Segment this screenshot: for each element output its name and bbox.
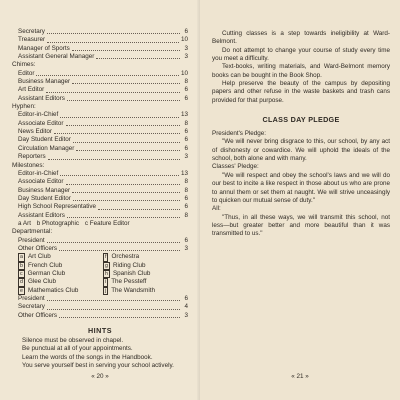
row-points: 8: [184, 178, 188, 186]
hyphen-list: [12, 111, 188, 161]
row-points: 4: [184, 303, 188, 311]
hint-line: You serve yourself best in serving your school actively.: [22, 362, 174, 370]
dot-leader: [47, 42, 179, 43]
club-item: [18, 262, 103, 270]
dot-leader: [47, 242, 180, 243]
row-label: Assistant Editors: [18, 211, 65, 219]
leader-row: [12, 245, 188, 253]
classes-pledge-text: "We will respect and obey the school's laws and we will do our best to incite a like respect in those about us who are prone to annul them or set them at naught. We will strive unceasingly to quicken our mutual sense of duty.": [212, 171, 390, 204]
dot-leader: [36, 75, 179, 76]
dot-leader: [72, 192, 180, 193]
row-points: 6: [184, 28, 188, 35]
hint-line: Silence must be observed in chapel.: [22, 337, 124, 345]
row-points: 8: [184, 119, 188, 127]
leader-row: [12, 28, 188, 36]
departmental-heading: Departmental:: [12, 228, 53, 236]
row-points: 3: [184, 53, 188, 61]
club-key: i: [105, 279, 107, 286]
leader-row: [12, 153, 188, 161]
leader-row: [12, 70, 188, 78]
row-label: Editor-in-Chief: [18, 111, 59, 119]
dot-leader: [54, 133, 180, 134]
officer-list: [12, 28, 188, 61]
clubs-grid: [12, 253, 188, 295]
club-name: Riding Club: [112, 261, 146, 269]
club-name: Spanish Club: [112, 269, 151, 277]
dot-leader: [48, 159, 180, 160]
page-number: « 21 »: [291, 373, 309, 380]
club-item: [18, 270, 103, 278]
leader-row: [12, 145, 188, 153]
rule-paragraph: Do not attempt to change your course of study every time you meet a difficulty.: [212, 46, 390, 63]
row-label: Business Manager: [18, 186, 71, 194]
leader-row: [12, 136, 188, 144]
row-points: 6: [184, 128, 188, 136]
club-item: [18, 253, 103, 261]
row-label: President: [18, 236, 45, 244]
row-label: Manager of Sports: [18, 44, 70, 52]
dot-leader: [73, 142, 180, 143]
club-officer-list: [12, 295, 188, 320]
dot-leader: [60, 175, 179, 176]
row-label: Other Officers: [18, 244, 58, 252]
dot-leader: [59, 250, 180, 251]
dot-leader: [60, 117, 179, 118]
rule-paragraph: Text-books, writing materials, and Ward-Belmont memory books can be bought in the Book Shop.: [212, 63, 390, 79]
row-label: High School Representative: [18, 203, 97, 211]
leader-row: [12, 312, 188, 320]
row-points: 6: [184, 203, 188, 211]
dot-leader: [72, 50, 180, 51]
club-name: Mathematics Club: [27, 286, 79, 294]
leader-row: [12, 295, 188, 303]
leader-row: [12, 303, 188, 311]
club-item: [103, 262, 188, 270]
row-points: 3: [184, 153, 188, 161]
leader-row: [12, 95, 188, 103]
media-option: b Photographic: [36, 219, 80, 227]
row-label: Assistant General Manager: [18, 53, 95, 61]
leader-row: [12, 53, 188, 61]
row-points: 6: [184, 136, 188, 144]
dot-leader: [96, 58, 180, 59]
row-points: 6: [184, 144, 188, 152]
club-key: b: [20, 262, 23, 269]
row-label: Associate Editor: [18, 119, 64, 127]
row-points: 3: [184, 311, 188, 319]
hint-line: Be punctual at all of your appointments.: [22, 345, 133, 353]
row-label: Circulation Manager: [18, 144, 75, 152]
club-name: Art Club: [27, 253, 51, 261]
club-name: German Club: [27, 269, 66, 277]
row-label: Secretary: [18, 303, 45, 311]
row-points: 8: [184, 211, 188, 219]
rule-paragraph: Help preserve the beauty of the campus by depositing papers and other refuse in the waste baskets and trash cans provided for that purpose.: [212, 80, 390, 104]
row-label: Day Student Editor: [18, 194, 71, 202]
row-points: 6: [184, 86, 188, 94]
club-item: [18, 287, 103, 295]
leader-row: [12, 120, 188, 128]
row-label: Business Manager: [18, 78, 71, 86]
dot-leader: [67, 100, 180, 101]
row-label: President: [18, 295, 45, 302]
row-points: 13: [180, 169, 188, 177]
all-pledge-label: All:: [212, 205, 221, 213]
row-label: Associate Editor: [18, 178, 64, 186]
dot-leader: [66, 184, 181, 185]
leader-row: [12, 128, 188, 136]
row-label: Art Editor: [18, 86, 45, 94]
club-item: [103, 270, 188, 278]
media-option: a Art: [18, 219, 31, 227]
club-key: h: [105, 270, 108, 277]
leader-row: [12, 78, 188, 86]
presidents-pledge-label: President's Pledge:: [212, 130, 267, 138]
club-key: a: [20, 254, 23, 261]
media-option: c Feature Editor: [84, 219, 130, 227]
row-points: 3: [184, 244, 188, 252]
row-points: 3: [184, 44, 188, 52]
leader-row: [12, 178, 188, 186]
club-key: e: [20, 287, 23, 294]
milestones-heading: Milestones:: [12, 161, 45, 169]
row-label: Treasurer: [18, 36, 46, 44]
club-name: Orchestra: [111, 253, 140, 261]
row-label: Reporters: [18, 153, 46, 161]
leader-row: [12, 237, 188, 245]
dot-leader: [47, 300, 180, 301]
dot-leader: [67, 217, 180, 218]
leader-row: [12, 195, 188, 203]
club-name: French Club: [27, 261, 63, 269]
row-points: 13: [180, 111, 188, 119]
leader-row: [12, 212, 188, 220]
rule-paragraph: Cutting classes is a step towards ineligibility at Ward-Belmont.: [212, 30, 390, 46]
row-points: 8: [184, 186, 188, 194]
leader-row: [12, 170, 188, 178]
hint-line: Learn the words of the songs in the Handbook.: [22, 353, 153, 361]
leader-row: [12, 36, 188, 44]
row-label: Editor-in-Chief: [18, 169, 59, 177]
dot-leader: [46, 92, 180, 93]
row-points: 6: [184, 94, 188, 102]
club-item: [103, 287, 188, 295]
row-label: Secretary: [18, 28, 45, 35]
row-points: 6: [184, 194, 188, 202]
chimes-heading: Chimes:: [12, 61, 36, 69]
page-number: « 20 »: [91, 373, 109, 380]
hyphen-heading: Hyphen:: [12, 103, 36, 111]
club-item: [103, 253, 188, 261]
all-pledge-text: "Thus, in all these ways, we will transmit this school, not less—but greater better and more beautiful than it was transmitted to us.": [212, 213, 390, 238]
right-page: [200, 0, 400, 400]
leader-row: [12, 86, 188, 94]
row-points: 8: [184, 78, 188, 86]
club-key: d: [20, 279, 23, 286]
club-key: c: [20, 270, 23, 277]
dot-leader: [66, 125, 181, 126]
media-options: [12, 220, 188, 228]
club-key: g: [105, 262, 108, 269]
dot-leader: [76, 150, 180, 151]
row-points: 10: [180, 69, 188, 77]
leader-row: [12, 203, 188, 211]
departmental-list: [12, 237, 188, 254]
club-item: [103, 278, 188, 286]
club-key: j: [105, 287, 107, 294]
class-day-pledge-title: CLASS DAY PLEDGE: [262, 115, 340, 125]
row-points: 6: [184, 295, 188, 302]
leader-row: [12, 111, 188, 119]
milestones-list: [12, 170, 188, 220]
club-key: f: [105, 254, 107, 261]
dot-leader: [72, 83, 180, 84]
classes-pledge-label: Classes' Pledge:: [212, 163, 259, 171]
dot-leader: [98, 209, 180, 210]
row-label: Editor: [18, 69, 35, 77]
leader-row: [12, 45, 188, 53]
dot-leader: [47, 33, 180, 34]
hints-title: HINTS: [87, 326, 113, 336]
club-name: Glee Club: [27, 278, 56, 286]
club-item: [18, 278, 103, 286]
row-points: 6: [184, 236, 188, 244]
row-label: Day Student Editor: [18, 136, 71, 144]
row-points: 10: [180, 36, 188, 44]
chimes-list: [12, 70, 188, 103]
presidents-pledge-text: "We will never bring disgrace to this, our school, by any act of dishonesty or cowardice. We will uphold the ideals of the school, both alone and with many.: [212, 138, 390, 163]
row-label: News Editor: [18, 128, 52, 136]
club-name: The Wandsmith: [111, 286, 156, 294]
dot-leader: [59, 317, 180, 318]
row-label: Assistant Editors: [18, 94, 65, 102]
club-name: The Pessteff: [111, 278, 147, 286]
dot-leader: [73, 200, 180, 201]
leader-row: [12, 187, 188, 195]
dot-leader: [47, 309, 180, 310]
row-label: Other Officers: [18, 311, 58, 319]
